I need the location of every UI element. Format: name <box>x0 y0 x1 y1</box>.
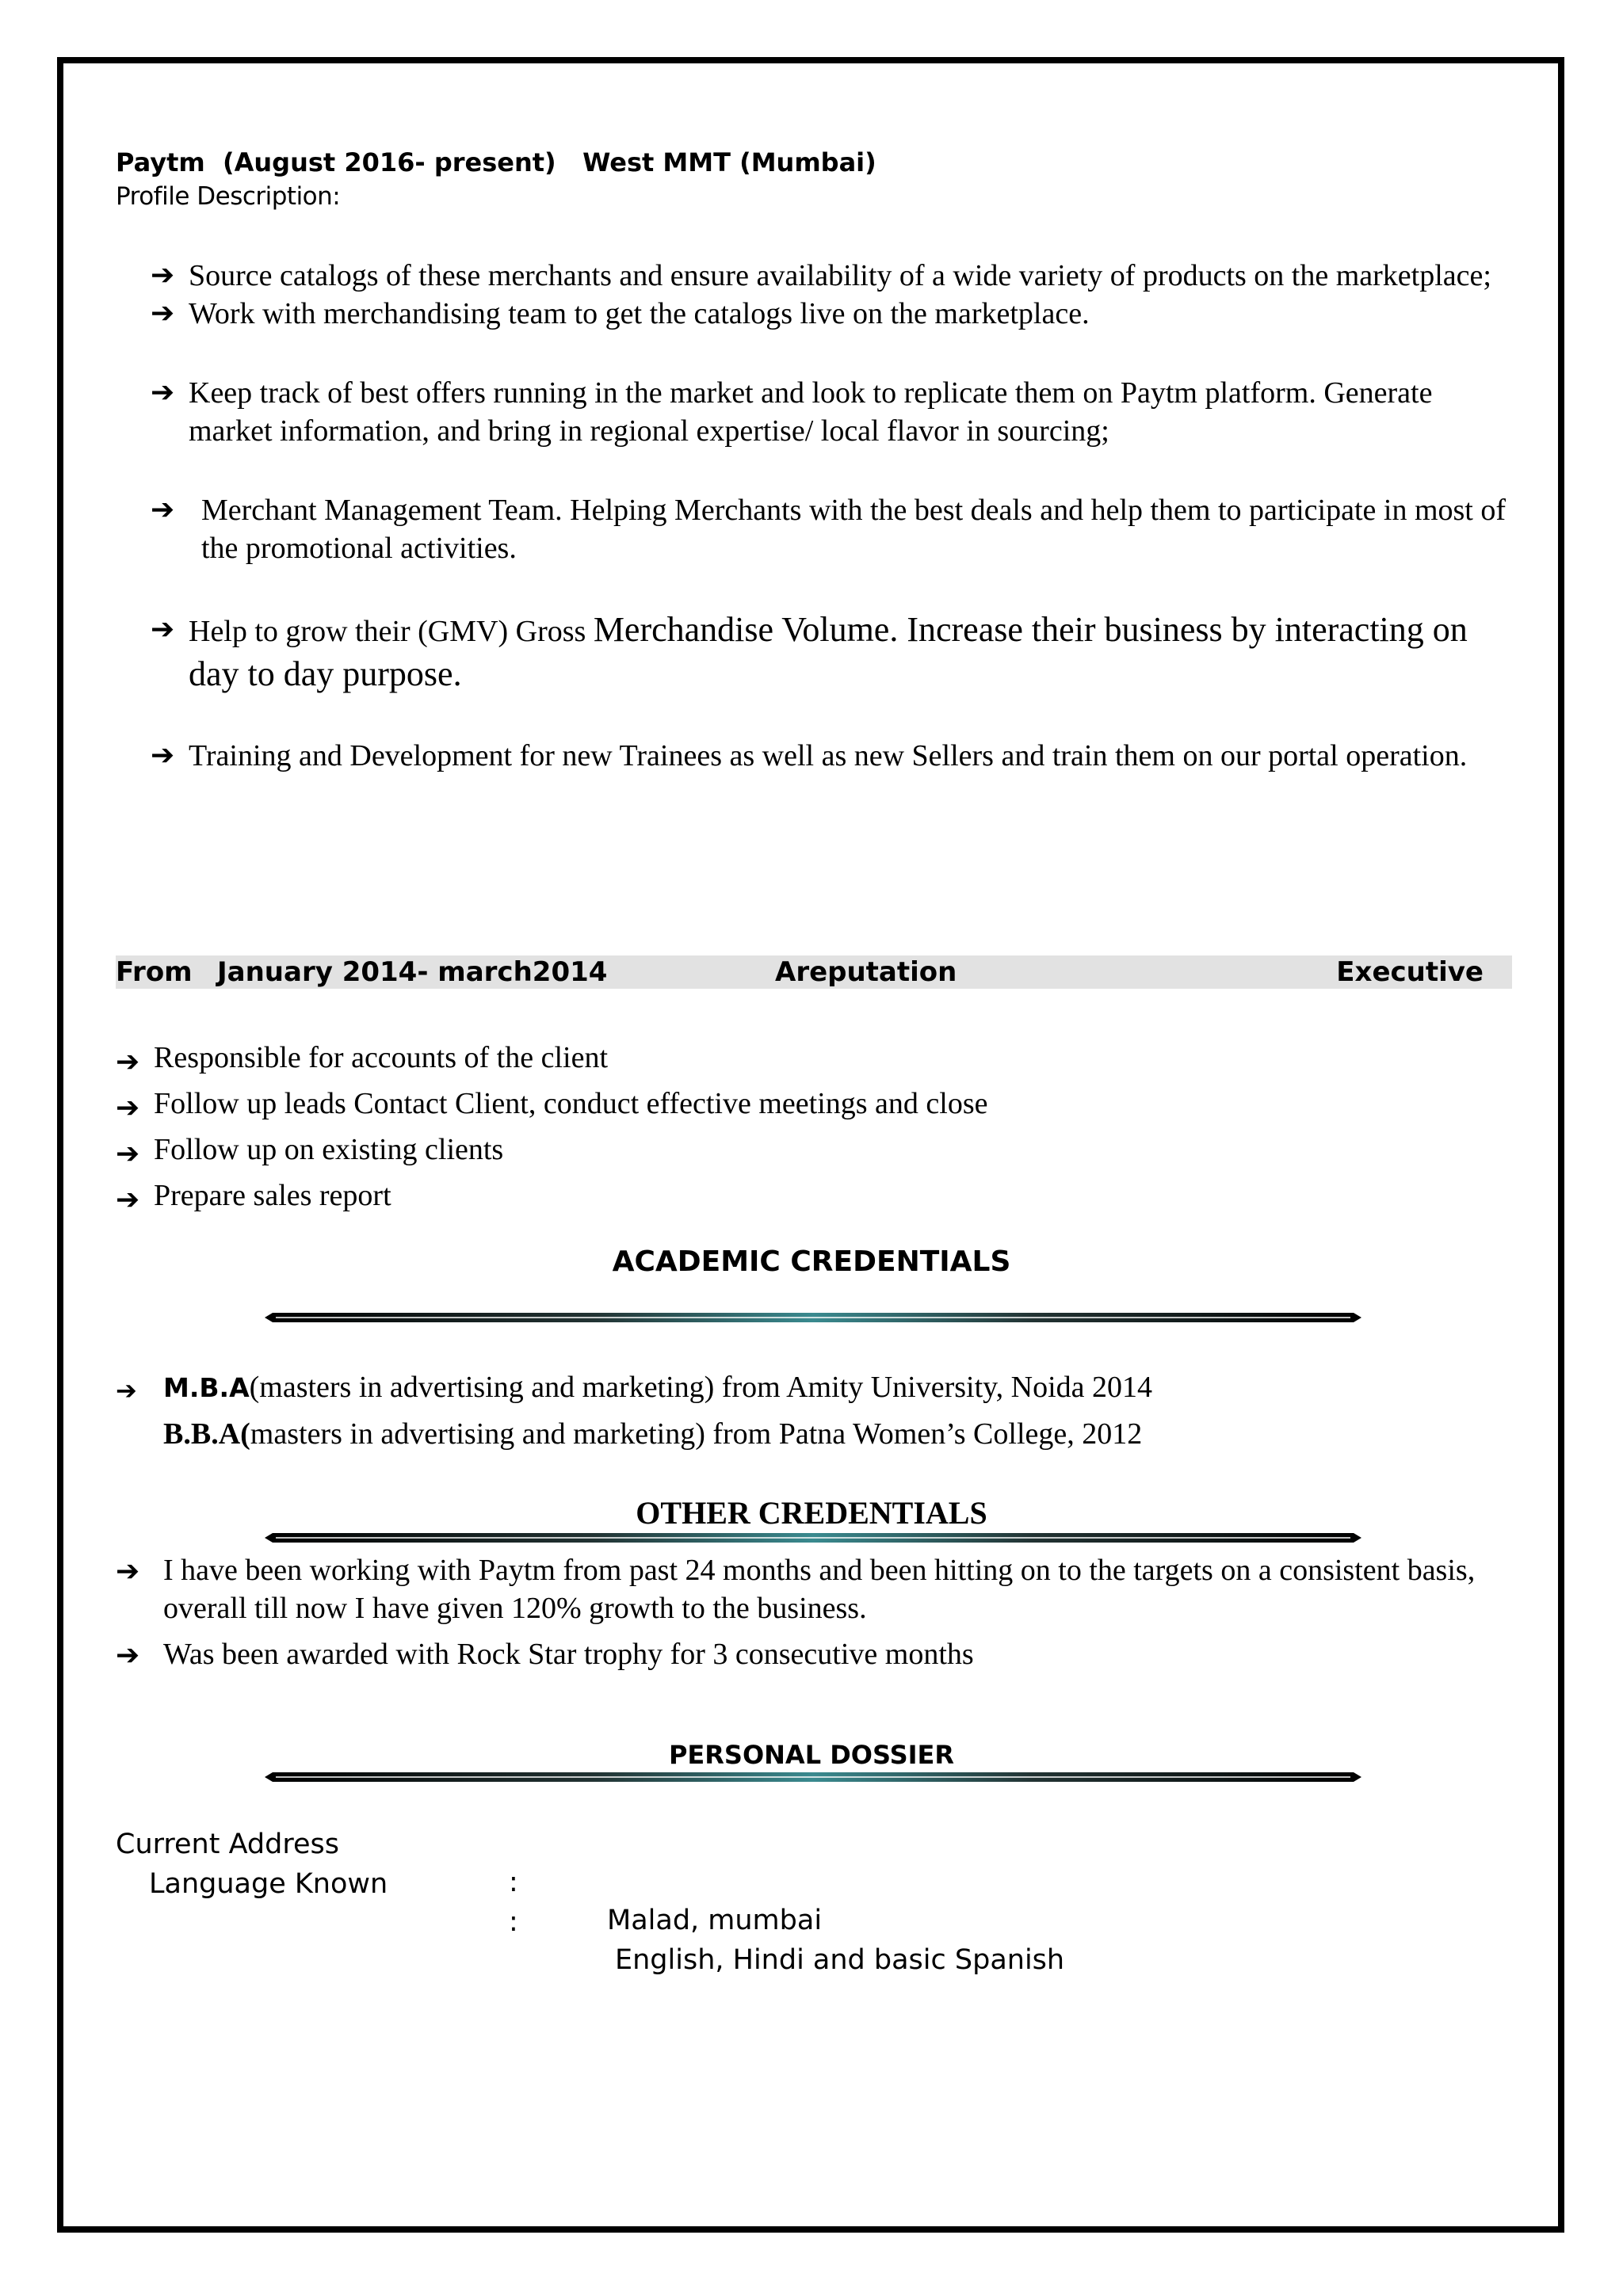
right-arrow-icon: ➔ <box>151 376 175 409</box>
list-item: ➔ Responsible for accounts of the client <box>116 1035 1479 1081</box>
areputation-bullet-list <box>116 1035 1479 1219</box>
list-item: ➔ Merchant Management Team. Helping Merchants with the best deals and help them to participate in most of the promotional activities. <box>151 491 1514 567</box>
right-arrow-icon: ➔ <box>116 1639 140 1672</box>
list-item: ➔ Follow up on existing clients <box>116 1127 1479 1173</box>
academic-divider <box>265 1312 1361 1323</box>
job-period: January 2014- march2014 <box>217 956 608 988</box>
profile-description-label: Profile Description: <box>116 182 341 211</box>
right-arrow-icon: ➔ <box>116 1555 140 1588</box>
list-item: ➔ I have been working with Paytm from past 24 months and been hitting on to the targets on a consistent basis, overall till now I have given 120% growth to the business. <box>116 1554 1476 1625</box>
company-name: Areputation <box>775 956 957 988</box>
list-item: ➔ Training and Development for new Trainees as well as new Sellers and train them on our portal operation. <box>151 737 1514 775</box>
dossier-separator: : <box>509 1906 518 1938</box>
personal-dossier-title: PERSONAL DOSSIER <box>668 1740 955 1770</box>
dossier-divider <box>265 1772 1361 1783</box>
dossier-label: Current Address <box>116 1829 339 1860</box>
right-arrow-icon: ➔ <box>116 1375 137 1405</box>
job-role: Executive <box>1336 956 1484 988</box>
right-arrow-icon: ➔ <box>116 1138 140 1170</box>
paytm-bullet-list <box>151 257 1514 775</box>
list-item: B.B.A(masters in advertising and marketing) from Patna Women’s College, 2012 <box>163 1417 1143 1451</box>
list-item: ➔ Source catalogs of these merchants and ensure availability of a wide variety of products on the marketplace; <box>151 257 1514 295</box>
job-header-areputation <box>116 955 1512 989</box>
list-item: ➔ Was been awarded with Rock Star trophy for 3 consecutive months <box>116 1635 1526 1673</box>
list-item: ➔ Prepare sales report <box>116 1173 1479 1219</box>
from-label: From <box>116 956 193 988</box>
other-credentials-title: OTHER CREDENTIALS <box>636 1495 987 1531</box>
dossier-value: English, Hindi and basic Spanish <box>615 1944 1065 1976</box>
list-item: ➔ Help to grow their (GMV) Gross Merchandise Volume. Increase their business by interacting on day to day purpose. <box>151 610 1468 693</box>
right-arrow-icon: ➔ <box>151 259 175 292</box>
right-arrow-icon: ➔ <box>151 613 175 646</box>
dossier-value: Malad, mumbai <box>607 1905 823 1936</box>
other-divider <box>265 1532 1361 1543</box>
right-arrow-icon: ➔ <box>151 297 175 330</box>
list-item: ➔ Follow up leads Contact Client, conduct effective meetings and close <box>116 1081 1479 1127</box>
list-item: ➔ M.B.A(masters in advertising and marketing) from Amity University, Noida 2014 <box>116 1364 1152 1411</box>
academic-list <box>116 1364 1152 1457</box>
other-bullet-list <box>116 1551 1526 1673</box>
right-arrow-icon: ➔ <box>151 739 175 772</box>
right-arrow-icon: ➔ <box>116 1092 140 1124</box>
dossier-separator: : <box>509 1867 518 1898</box>
list-item: ➔ Keep track of best offers running in the market and look to replicate them on Paytm platform. Generate market information, and bring in regional expertise/ local flavor in sourcing; <box>151 374 1514 450</box>
right-arrow-icon: ➔ <box>116 1184 140 1216</box>
right-arrow-icon: ➔ <box>116 1046 140 1078</box>
dossier-label: Language Known <box>149 1868 388 1900</box>
academic-credentials-title: ACADEMIC CREDENTIALS <box>612 1245 1011 1278</box>
right-arrow-icon: ➔ <box>151 494 175 526</box>
job-header-paytm: Paytm (August 2016- present) West MMT (Mumbai) <box>116 147 876 177</box>
list-item: ➔ Work with merchandising team to get the catalogs live on the marketplace. <box>151 295 1514 333</box>
